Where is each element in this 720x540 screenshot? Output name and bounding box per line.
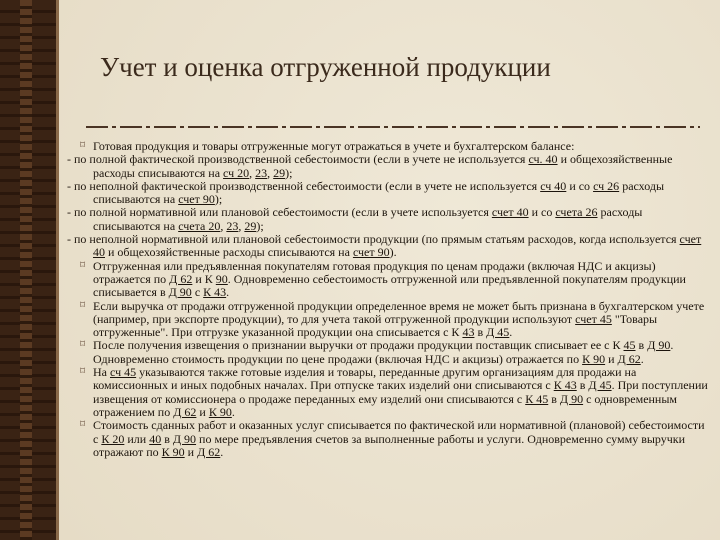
account-reference: Д 45 bbox=[588, 378, 612, 393]
paragraph-text: в bbox=[548, 391, 560, 406]
account-reference: Д 62 bbox=[617, 351, 641, 366]
ornament-bullet-icon: ⌑ bbox=[80, 140, 86, 151]
paragraph-text: . bbox=[231, 404, 235, 419]
paragraph-text: и К bbox=[192, 271, 216, 286]
dash-paragraph bbox=[62, 233, 712, 260]
account-reference: счет 90 bbox=[352, 245, 390, 260]
account-reference: К 45 bbox=[525, 391, 549, 406]
paragraph-text: расходы списываются на bbox=[93, 178, 665, 207]
paragraph-text: - по полной фактической производственной себестоимости (если в учете не используется bbox=[67, 152, 529, 167]
paragraph-text: . При поступлении извещения от комиссионера о продаже переданных ему изделий они списываются с bbox=[93, 378, 708, 406]
account-reference: 43 bbox=[462, 325, 475, 340]
paragraph-text: . bbox=[509, 325, 513, 340]
paragraph-text: Если выручка от продажи отгруженной продукции определенное время не может быть признана в бухгалтерском учете (например, при экспорте продукции), то для учета такой отгруженной продукции используют bbox=[93, 298, 705, 326]
account-reference: счет 40 bbox=[491, 205, 529, 220]
account-reference: К 20 bbox=[101, 431, 125, 446]
account-reference: сч 40 bbox=[540, 178, 567, 193]
account-reference: счет 40 bbox=[93, 232, 702, 260]
account-reference: Д 90 bbox=[172, 431, 197, 446]
bullet-paragraph bbox=[62, 260, 712, 300]
account-reference: счет 90 bbox=[178, 192, 215, 207]
account-reference: Д 90 bbox=[647, 338, 671, 353]
account-reference: Д 90 bbox=[559, 391, 584, 406]
paragraph-text: - по неполной фактической производственной себестоимости (если в учете не используется bbox=[67, 178, 541, 193]
account-reference: К 43 bbox=[203, 285, 227, 300]
ornament-bullet-icon: ⌑ bbox=[80, 299, 86, 311]
account-reference: 29 bbox=[244, 218, 257, 233]
paragraph-text: . Одновременно стоимость продукции по цене продажи (включая НДС и акцизы) отражается по bbox=[93, 338, 674, 366]
paragraph-text: в bbox=[474, 325, 487, 340]
bullet-paragraph bbox=[62, 419, 712, 459]
paragraph-text: Готовая продукция и товары отгруженные могут отражаться в учете и бухгалтерском балансе: bbox=[93, 139, 575, 153]
account-reference: сч 26 bbox=[593, 178, 620, 193]
account-reference: 45 bbox=[623, 338, 636, 353]
paragraph-text: ). bbox=[389, 245, 397, 260]
paragraph-text: в bbox=[161, 431, 173, 446]
account-reference: 23 bbox=[226, 218, 239, 233]
paragraph-text: и со bbox=[566, 178, 594, 193]
paragraph-text: с bbox=[191, 285, 204, 300]
account-reference: сч 20 bbox=[223, 165, 250, 180]
account-reference: Д 90 bbox=[168, 285, 192, 300]
paragraph-text: и общехозяйственные расходы списываются на bbox=[105, 245, 353, 260]
paragraph-text: в bbox=[576, 378, 589, 393]
account-reference: Д 62 bbox=[169, 271, 193, 286]
title-divider bbox=[86, 126, 700, 128]
paragraph-text: и bbox=[605, 351, 618, 366]
paragraph-text: или bbox=[124, 431, 150, 446]
slide-body bbox=[62, 140, 712, 459]
paragraph-text: . bbox=[220, 444, 224, 459]
account-reference: Д 62 bbox=[173, 404, 197, 419]
paragraph-text: , bbox=[267, 165, 274, 180]
dash-paragraph bbox=[62, 153, 712, 180]
paragraph-text: и bbox=[196, 404, 209, 419]
paragraph-text: , bbox=[249, 165, 256, 180]
paragraph-text: и со bbox=[528, 205, 556, 220]
account-reference: 23 bbox=[255, 165, 268, 180]
ornament-bullet-icon: ⌑ bbox=[80, 419, 86, 431]
account-reference: счета 20 bbox=[178, 218, 221, 233]
paragraph-text: ); bbox=[256, 218, 264, 233]
paragraph-text: . Одновременно себестоимость отгруженной или предъявленной покупателям продукции списывается в bbox=[93, 271, 686, 300]
account-reference: счета 26 bbox=[555, 205, 598, 220]
paragraph-text: "Товары отгруженные". При отгрузке указанной продукции она списывается с К bbox=[93, 311, 658, 340]
ornament-bullet-icon: ⌑ bbox=[80, 259, 86, 271]
account-reference: сч 45 bbox=[110, 365, 137, 380]
bullet-paragraph bbox=[62, 366, 712, 419]
paragraph-text: , bbox=[220, 218, 227, 233]
paragraph-text: . bbox=[226, 285, 230, 300]
account-reference: счет 45 bbox=[575, 311, 612, 326]
paragraph-text: и общехозяйственные расходы списываются на bbox=[93, 152, 673, 180]
paragraph-text: На bbox=[93, 365, 110, 380]
slide-title: Учет и оценка отгруженной продукции bbox=[100, 52, 551, 82]
paragraph-text: и bbox=[184, 444, 198, 459]
paragraph-text: с одновременным отражением по bbox=[93, 391, 678, 419]
account-reference: Д 45 bbox=[486, 325, 510, 340]
paragraph-text: После получения извещения о признании выручки от продажи продукции поставщик списывает ее с К bbox=[93, 338, 624, 353]
paragraph-text: Отгруженная или предъявленная покупателям готовая продукция по ценам продажи (включая НДС и акцизы) отражается по bbox=[93, 258, 656, 286]
paragraph-text: Стоимость сданных работ и оказанных услуг списывается по фактической или нормативной (плановой) себестоимости с bbox=[93, 418, 705, 446]
account-reference: К 90 bbox=[161, 444, 185, 459]
account-reference: 90 bbox=[215, 271, 228, 286]
paragraph-text: , bbox=[238, 218, 245, 233]
ornament-bullet-icon: ⌑ bbox=[80, 339, 86, 351]
dash-paragraph bbox=[62, 206, 712, 233]
paragraph-text: - по неполной нормативной или плановой себестоимости продукции (по прямым статьям расходов, когда используется bbox=[67, 232, 680, 247]
bullet-paragraph bbox=[62, 300, 712, 340]
paragraph-text: по мере предъявления счетов за выполненные работы и услуги. Одновременно сумму выручки отражают по bbox=[93, 431, 686, 459]
account-reference: К 90 bbox=[582, 351, 606, 366]
decorative-left-band-pattern bbox=[20, 0, 32, 540]
paragraph-text: - по полной нормативной или плановой себестоимости (если в учете используется bbox=[67, 205, 492, 220]
account-reference: Д 62 bbox=[197, 444, 221, 459]
paragraph-text: указываются также готовые изделия и товары, переданные другим организациям для продажи на комиссионных и иных подобных началах. При отпуске таких изделий они списываются с bbox=[93, 365, 637, 393]
ornament-bullet-icon: ⌑ bbox=[80, 366, 86, 378]
paragraph-text: в bbox=[635, 338, 648, 353]
account-reference: К 43 bbox=[553, 378, 577, 393]
paragraph-text: ); bbox=[285, 165, 293, 180]
account-reference: К 90 bbox=[208, 404, 232, 419]
account-reference: 29 bbox=[273, 165, 286, 180]
account-reference: сч. 40 bbox=[528, 152, 558, 167]
paragraph-text: расходы списываются на bbox=[93, 205, 643, 233]
paragraph-text: . bbox=[640, 351, 644, 366]
paragraph-text: ); bbox=[214, 192, 223, 207]
bullet-paragraph bbox=[62, 339, 712, 366]
account-reference: 40 bbox=[149, 431, 162, 446]
bullet-paragraph bbox=[62, 140, 712, 153]
dash-paragraph bbox=[62, 180, 712, 207]
